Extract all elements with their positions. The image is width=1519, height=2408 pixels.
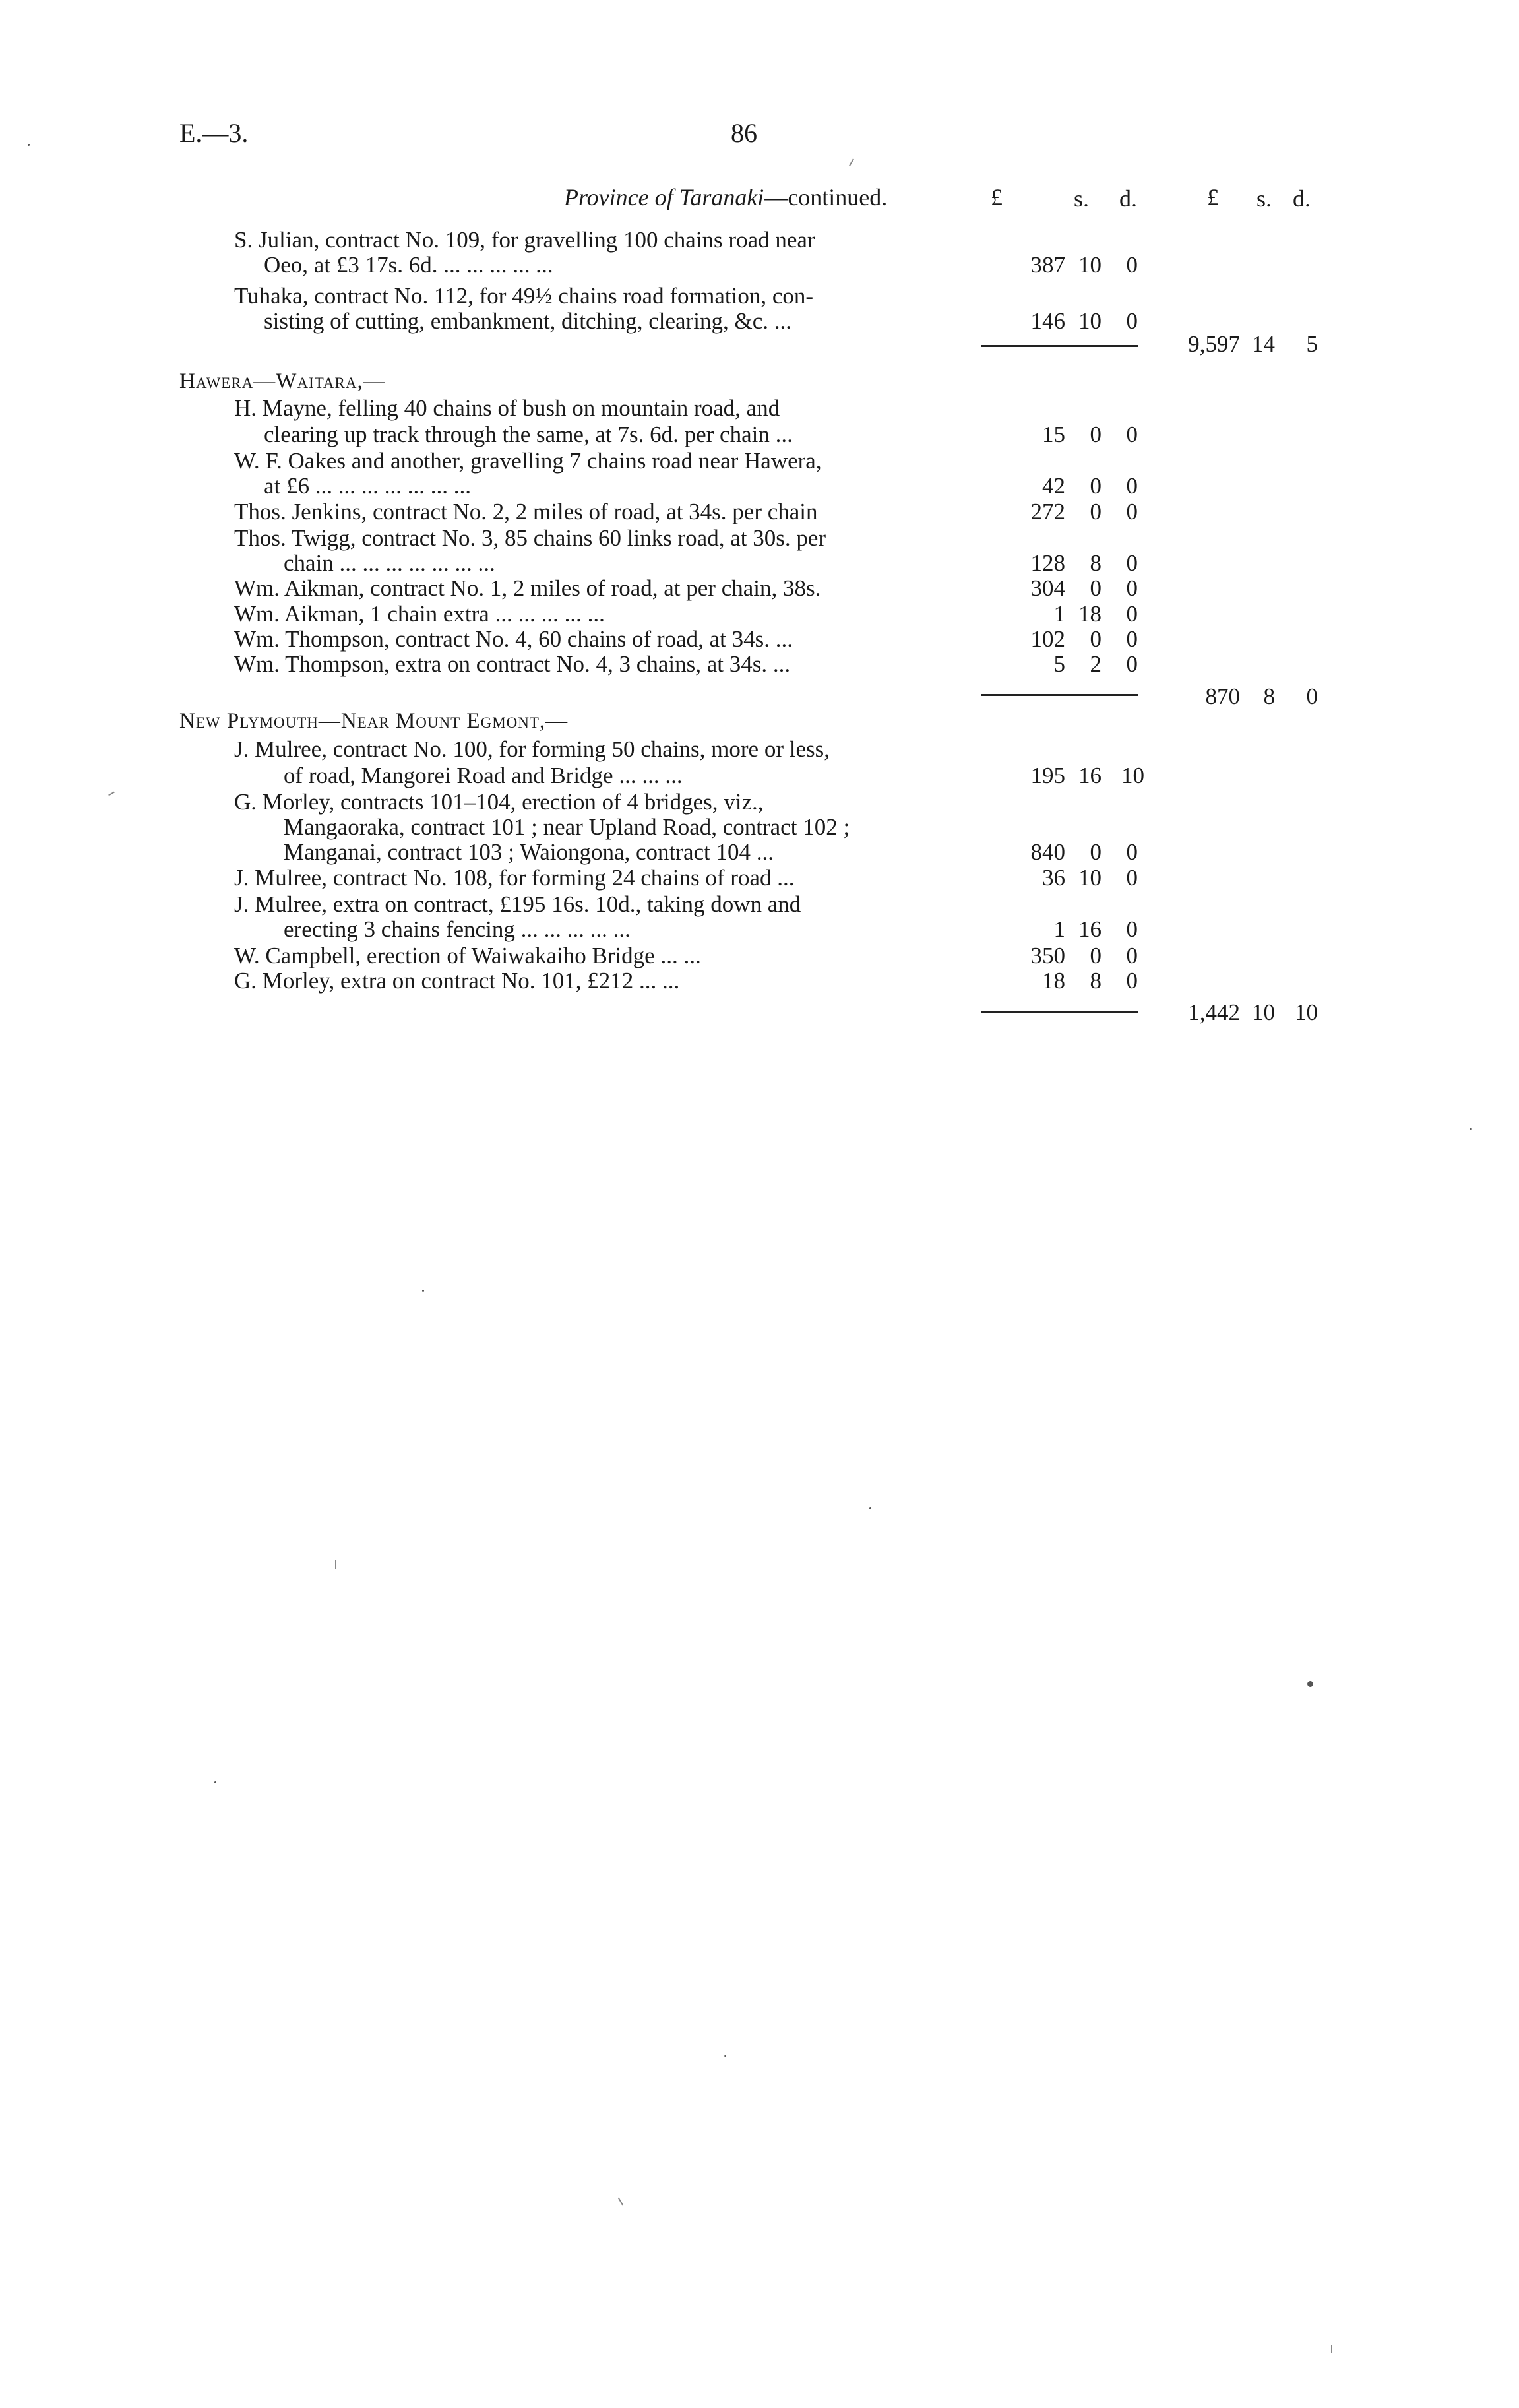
entry-line: G. Morley, contracts 101–104, erection of 4 bridges, viz.,: [234, 789, 764, 815]
entry-line: Wm. Thompson, contract No. 4, 60 chains of road, at 34s. ...: [234, 626, 793, 652]
amount-pence: 0: [1126, 252, 1138, 278]
subtotal-rule: [981, 694, 1138, 696]
amount-pence: 0: [1126, 943, 1138, 968]
amount-pounds: 102: [1030, 626, 1065, 652]
entry-line: Wm. Thompson, extra on contract No. 4, 3 chains, at 34s. ...: [234, 651, 791, 677]
amount-pounds: 195: [1030, 763, 1065, 788]
amount-shillings: 10: [1078, 865, 1101, 891]
amount-shillings: 0: [1090, 499, 1101, 524]
amount-shillings: 18: [1078, 601, 1101, 627]
total-pounds: 870: [1205, 683, 1240, 709]
total-pounds: 9,597: [1188, 331, 1240, 357]
amount-pence: 0: [1126, 651, 1138, 677]
amount-shillings: 0: [1090, 839, 1101, 865]
amount-shillings: 0: [1090, 422, 1101, 447]
caption-province: Province of Taranaki: [564, 184, 764, 210]
amount-pounds: 387: [1030, 252, 1065, 278]
entry-line: at £6 ... ... ... ... ... ... ...: [264, 473, 472, 499]
section-heading: Hawera—Waitara,—: [179, 369, 386, 393]
entry-line: H. Mayne, felling 40 chains of bush on mountain road, and: [234, 395, 780, 421]
amount-pounds: 128: [1030, 550, 1065, 576]
scan-speck: [214, 1781, 216, 1783]
entry-line: chain ... ... ... ... ... ... ...: [284, 550, 495, 576]
col-head-pounds: £: [991, 184, 1003, 210]
subtotal-rule: [981, 1011, 1138, 1013]
col-head-pence: d.: [1119, 185, 1137, 212]
col-head-pounds-total: £: [1207, 184, 1219, 210]
amount-shillings: 10: [1078, 252, 1101, 278]
entry-line: W. F. Oakes and another, gravelling 7 chains road near Hawera,: [234, 448, 822, 474]
amount-pence: 0: [1126, 626, 1138, 652]
amount-shillings: 16: [1078, 763, 1101, 788]
total-pence: 10: [1295, 999, 1318, 1025]
scan-speck: [335, 1560, 336, 1569]
amount-shillings: 8: [1090, 968, 1101, 994]
page-number: 86: [731, 118, 757, 148]
amount-pence: 0: [1126, 916, 1138, 942]
amount-shillings: 0: [1090, 943, 1101, 968]
amount-pence: 0: [1126, 550, 1138, 576]
entry-line: Wm. Aikman, 1 chain extra ... ... ... ... ...: [234, 601, 605, 627]
scan-speck: [422, 1290, 424, 1292]
col-head-shillings-total: s.: [1256, 185, 1272, 212]
amount-pence: 0: [1126, 968, 1138, 994]
amount-pence: 0: [1126, 865, 1138, 891]
col-head-pence-total: d.: [1293, 185, 1311, 212]
entry-line: Thos. Twigg, contract No. 3, 85 chains 60 links road, at 30s. per: [234, 525, 826, 551]
total-shillings: 10: [1252, 999, 1275, 1025]
entry-line: sisting of cutting, embankment, ditching, clearing, &c. ...: [264, 308, 791, 334]
caption-suffix: —continued.: [764, 184, 888, 210]
page-reference: E.—3.: [179, 118, 249, 148]
scan-speck: [869, 1507, 871, 1509]
subtotal-rule: [981, 345, 1138, 347]
scan-speck: [1307, 1681, 1313, 1687]
entry-line: clearing up track through the same, at 7s. 6d. per chain ...: [264, 422, 793, 447]
scan-speck: [1331, 2345, 1332, 2353]
amount-pounds: 272: [1030, 499, 1065, 524]
section-heading: New Plymouth—Near Mount Egmont,—: [179, 709, 569, 733]
amount-shillings: 0: [1090, 626, 1101, 652]
amount-pounds: 304: [1030, 575, 1065, 601]
amount-shillings: 0: [1090, 575, 1101, 601]
col-head-shillings: s.: [1074, 185, 1090, 212]
amount-pence: 0: [1126, 575, 1138, 601]
amount-pounds: 15: [1042, 422, 1065, 447]
entry-line: S. Julian, contract No. 109, for gravelling 100 chains road near: [234, 227, 815, 253]
amount-pounds: 1: [1053, 601, 1065, 627]
total-pence: 0: [1306, 683, 1318, 709]
entry-line: J. Mulree, contract No. 100, for forming 50 chains, more or less,: [234, 736, 830, 762]
scan-speck: [724, 2055, 726, 2057]
entry-line: J. Mulree, extra on contract, £195 16s. 10d., taking down and: [234, 891, 801, 917]
entry-line: W. Campbell, erection of Waiwakaiho Bridge ... ...: [234, 943, 701, 968]
amount-pounds: 840: [1030, 839, 1065, 865]
amount-pounds: 36: [1042, 865, 1065, 891]
amount-pence: 0: [1126, 601, 1138, 627]
entry-line: erecting 3 chains fencing ... ... ... ... ...: [284, 916, 631, 942]
amount-shillings: 10: [1078, 308, 1101, 334]
entry-line: Manganai, contract 103 ; Waiongona, contract 104 ...: [284, 839, 774, 865]
amount-pounds: 146: [1030, 308, 1065, 334]
entry-line: J. Mulree, contract No. 108, for forming 24 chains of road ...: [234, 865, 795, 891]
amount-shillings: 2: [1090, 651, 1101, 677]
scan-speck: [28, 144, 30, 146]
total-pounds: 1,442: [1188, 999, 1240, 1025]
amount-pence: 0: [1126, 839, 1138, 865]
amount-shillings: 0: [1090, 473, 1101, 499]
entry-line: Tuhaka, contract No. 112, for 49½ chains road formation, con-: [234, 283, 814, 309]
amount-pounds: 1: [1053, 916, 1065, 942]
scan-speck: [108, 792, 115, 796]
amount-shillings: 16: [1078, 916, 1101, 942]
total-shillings: 14: [1252, 331, 1275, 357]
amount-pence: 10: [1121, 763, 1144, 788]
amount-pence: 0: [1126, 308, 1138, 334]
total-shillings: 8: [1263, 683, 1275, 709]
total-pence: 5: [1306, 331, 1318, 357]
entry-line: Mangaoraka, contract 101 ; near Upland Road, contract 102 ;: [284, 814, 850, 840]
entry-line: Thos. Jenkins, contract No. 2, 2 miles of road, at 34s. per chain: [234, 499, 818, 524]
entry-line: of road, Mangorei Road and Bridge ... ... ...: [284, 763, 683, 788]
amount-pence: 0: [1126, 499, 1138, 524]
amount-pence: 0: [1126, 422, 1138, 447]
scan-speck: [618, 2197, 624, 2205]
amount-pounds: 42: [1042, 473, 1065, 499]
scan-speck: [1470, 1128, 1472, 1130]
amount-pence: 0: [1126, 473, 1138, 499]
amount-pounds: 18: [1042, 968, 1065, 994]
section-caption: [564, 183, 887, 211]
entry-line: Wm. Aikman, contract No. 1, 2 miles of road, at per chain, 38s.: [234, 575, 821, 601]
amount-shillings: 8: [1090, 550, 1101, 576]
amount-pounds: 5: [1053, 651, 1065, 677]
amount-pounds: 350: [1030, 943, 1065, 968]
entry-line: Oeo, at £3 17s. 6d. ... ... ... ... ...: [264, 252, 553, 278]
entry-line: G. Morley, extra on contract No. 101, £212 ... ...: [234, 968, 680, 994]
scan-speck: [849, 158, 854, 166]
